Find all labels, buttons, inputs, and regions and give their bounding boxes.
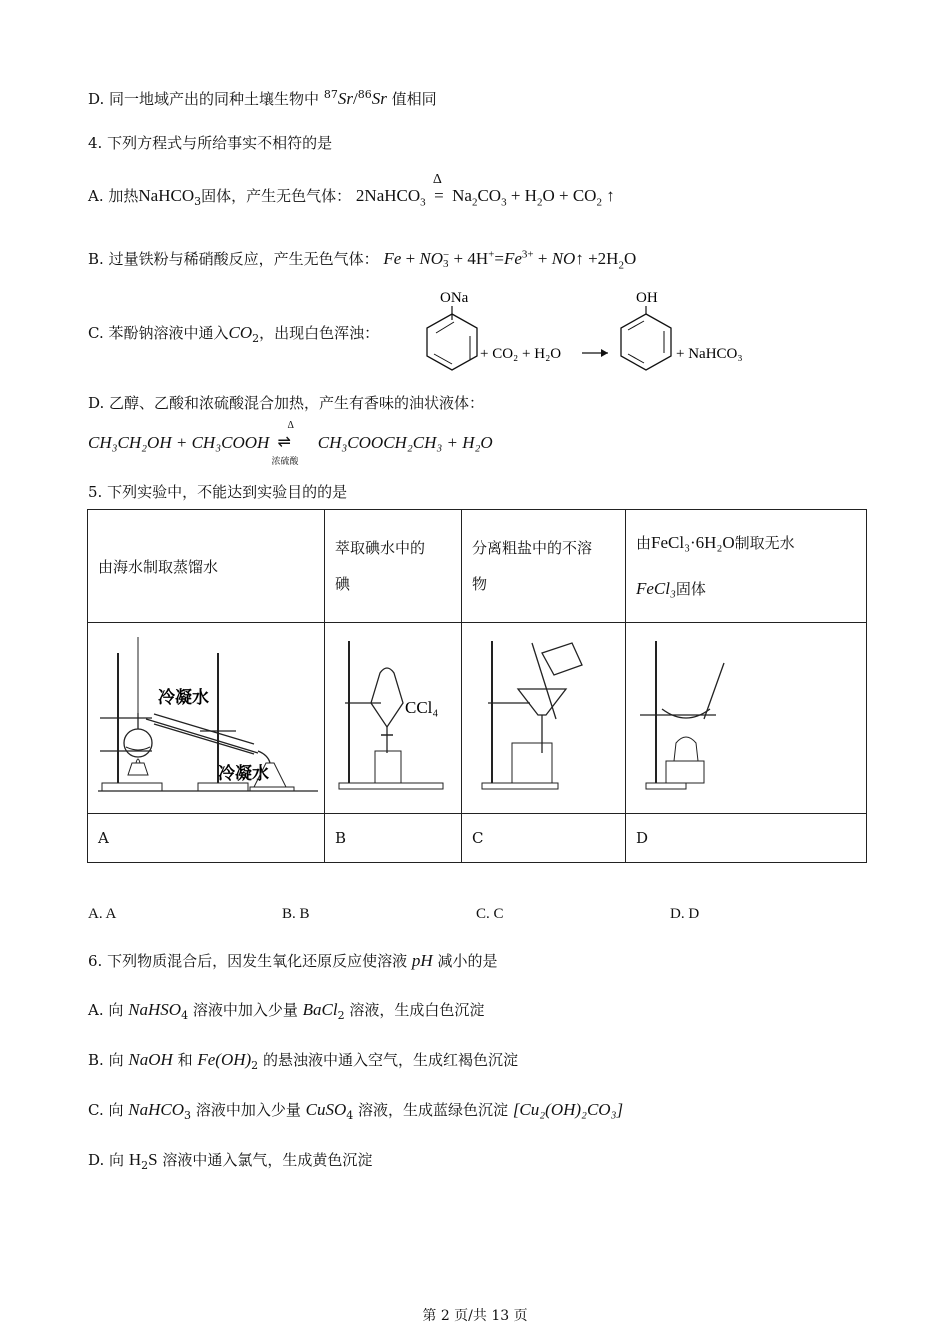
oh-label: OH: [636, 290, 658, 306]
q4-stem: 4. 下列方程式与所给事实不相符的是: [88, 134, 333, 152]
separatory-funnel-figure: [325, 623, 461, 809]
q6-stem: 6. 下列物质混合后，因发生氧化还原反应使溶液 pH 减小的是: [88, 951, 498, 970]
filter-funnel-icon: [518, 689, 566, 715]
gas-arrow-icon: ↑: [606, 186, 615, 205]
evaporating-dish-icon: [662, 709, 710, 718]
beaker-icon: [375, 751, 401, 783]
distillation-apparatus-figure: [88, 623, 324, 809]
q5-option-c: C. C: [476, 906, 504, 922]
q3-option-d: D. 同一地域产出的同种土壤生物中 $^{87}$Sr/$^{86}$Sr 值相同: [88, 88, 437, 108]
figure-a-cell: [88, 623, 325, 814]
condenser-water-label-bottom: 冷凝水: [218, 764, 269, 783]
heat-equals-sign: Δ =: [432, 172, 444, 205]
filtration-figure: [462, 623, 625, 809]
condenser-water-label-top: 冷凝水: [158, 688, 209, 707]
label-d: D: [626, 814, 867, 863]
glass-rod-icon: [704, 663, 724, 719]
label-b: B: [325, 814, 462, 863]
q5-stem: 5. 下列实验中，不能达到实验目的的是: [88, 483, 348, 501]
header-d: 由FeCl₃·6H₂O制取无水 FeCl₃固体: [626, 510, 867, 623]
figure-d-cell: [626, 623, 867, 814]
header-c: 分离粗盐中的不溶 物: [462, 510, 626, 623]
funnel-icon: [371, 668, 403, 727]
q4-option-b: B. 过量铁粉与稀硝酸反应，产生无色气体： Fe + NO− $3 + 4H^+=Fe^{3+}$ + NO↑ $+2H_2O$: [88, 248, 637, 272]
q6-option-d: D. 向 $H_2S$ 溶液中通入氯气，生成黄色沉淀: [88, 1150, 373, 1172]
reactants-mid: + CO₂ + H₂O: [480, 346, 562, 362]
beaker-icon: [512, 743, 552, 783]
q4-option-d-equation: CH₃CH₂OH + CH₃COOH Δ ⇌ 浓硫酸 CH₃COOCH₂CH₃ + H₂O: [88, 420, 493, 468]
q4-option-c: C. 苯酚钠溶液中通入$CO_2$，出现白色浑浊：: [88, 323, 380, 345]
wood-block-icon: [666, 761, 704, 783]
figure-c-cell: [462, 623, 626, 814]
flask-icon: [124, 729, 152, 757]
q6-option-a: A. 向 NaHSO$_4$ 溶液中加入少量 BaCl$_2$ 溶液，生成白色沉淀: [88, 1000, 485, 1022]
ona-label: ONa: [440, 290, 469, 306]
q6-option-b: B. 向 NaOH 和 $Fe(OH)_2$ 的悬浊液中通入空气，生成红褐色沉淀: [88, 1050, 518, 1072]
figure-b-cell: [325, 623, 462, 814]
q5-option-d: D. D: [670, 906, 700, 922]
option-label: D.: [88, 90, 105, 108]
q4-option-d: D. 乙醇、乙酸和浓硫酸混合加热，产生有香味的油状液体：: [88, 394, 485, 412]
burner-icon: [128, 763, 148, 775]
q5-option-a: A. A: [88, 906, 117, 922]
q6-option-c: C. 向 NaHCO$_3$ 溶液中加入少量 CuSO$_4$ 溶液，生成蓝绿色沉淀 [Cu₂(OH)₂CO₃]: [88, 1100, 624, 1122]
header-b: 萃取碘水中的 碘: [325, 510, 462, 623]
alcohol-lamp-icon: [674, 737, 698, 761]
page-footer: 第 2 页/共 13 页: [422, 1308, 528, 1324]
pouring-beaker-icon: [542, 643, 582, 675]
header-a: 由海水制取蒸馏水: [88, 510, 325, 623]
experiment-table: [87, 509, 867, 863]
q4-option-a: A. 加热NaHCO$_3$固体，产生无色气体： 2NaHCO$_3$ Δ = $Na_2CO_3 + H_2O + CO_2$ ↑: [88, 172, 615, 209]
label-a: A: [88, 814, 325, 863]
gas-arrow-icon: ↑: [575, 249, 584, 268]
q5-option-b: B. B: [282, 906, 310, 922]
ccl4-label: CCl₄: [405, 698, 439, 717]
reversible-arrow-icon: Δ ⇌ 浓硫酸: [271, 420, 299, 468]
phenol-reaction-figure: [410, 286, 770, 376]
product-label: + NaHCO₃: [676, 346, 743, 362]
evaporation-figure: [626, 623, 866, 809]
glass-rod-icon: [532, 643, 556, 719]
label-c: C: [462, 814, 626, 863]
